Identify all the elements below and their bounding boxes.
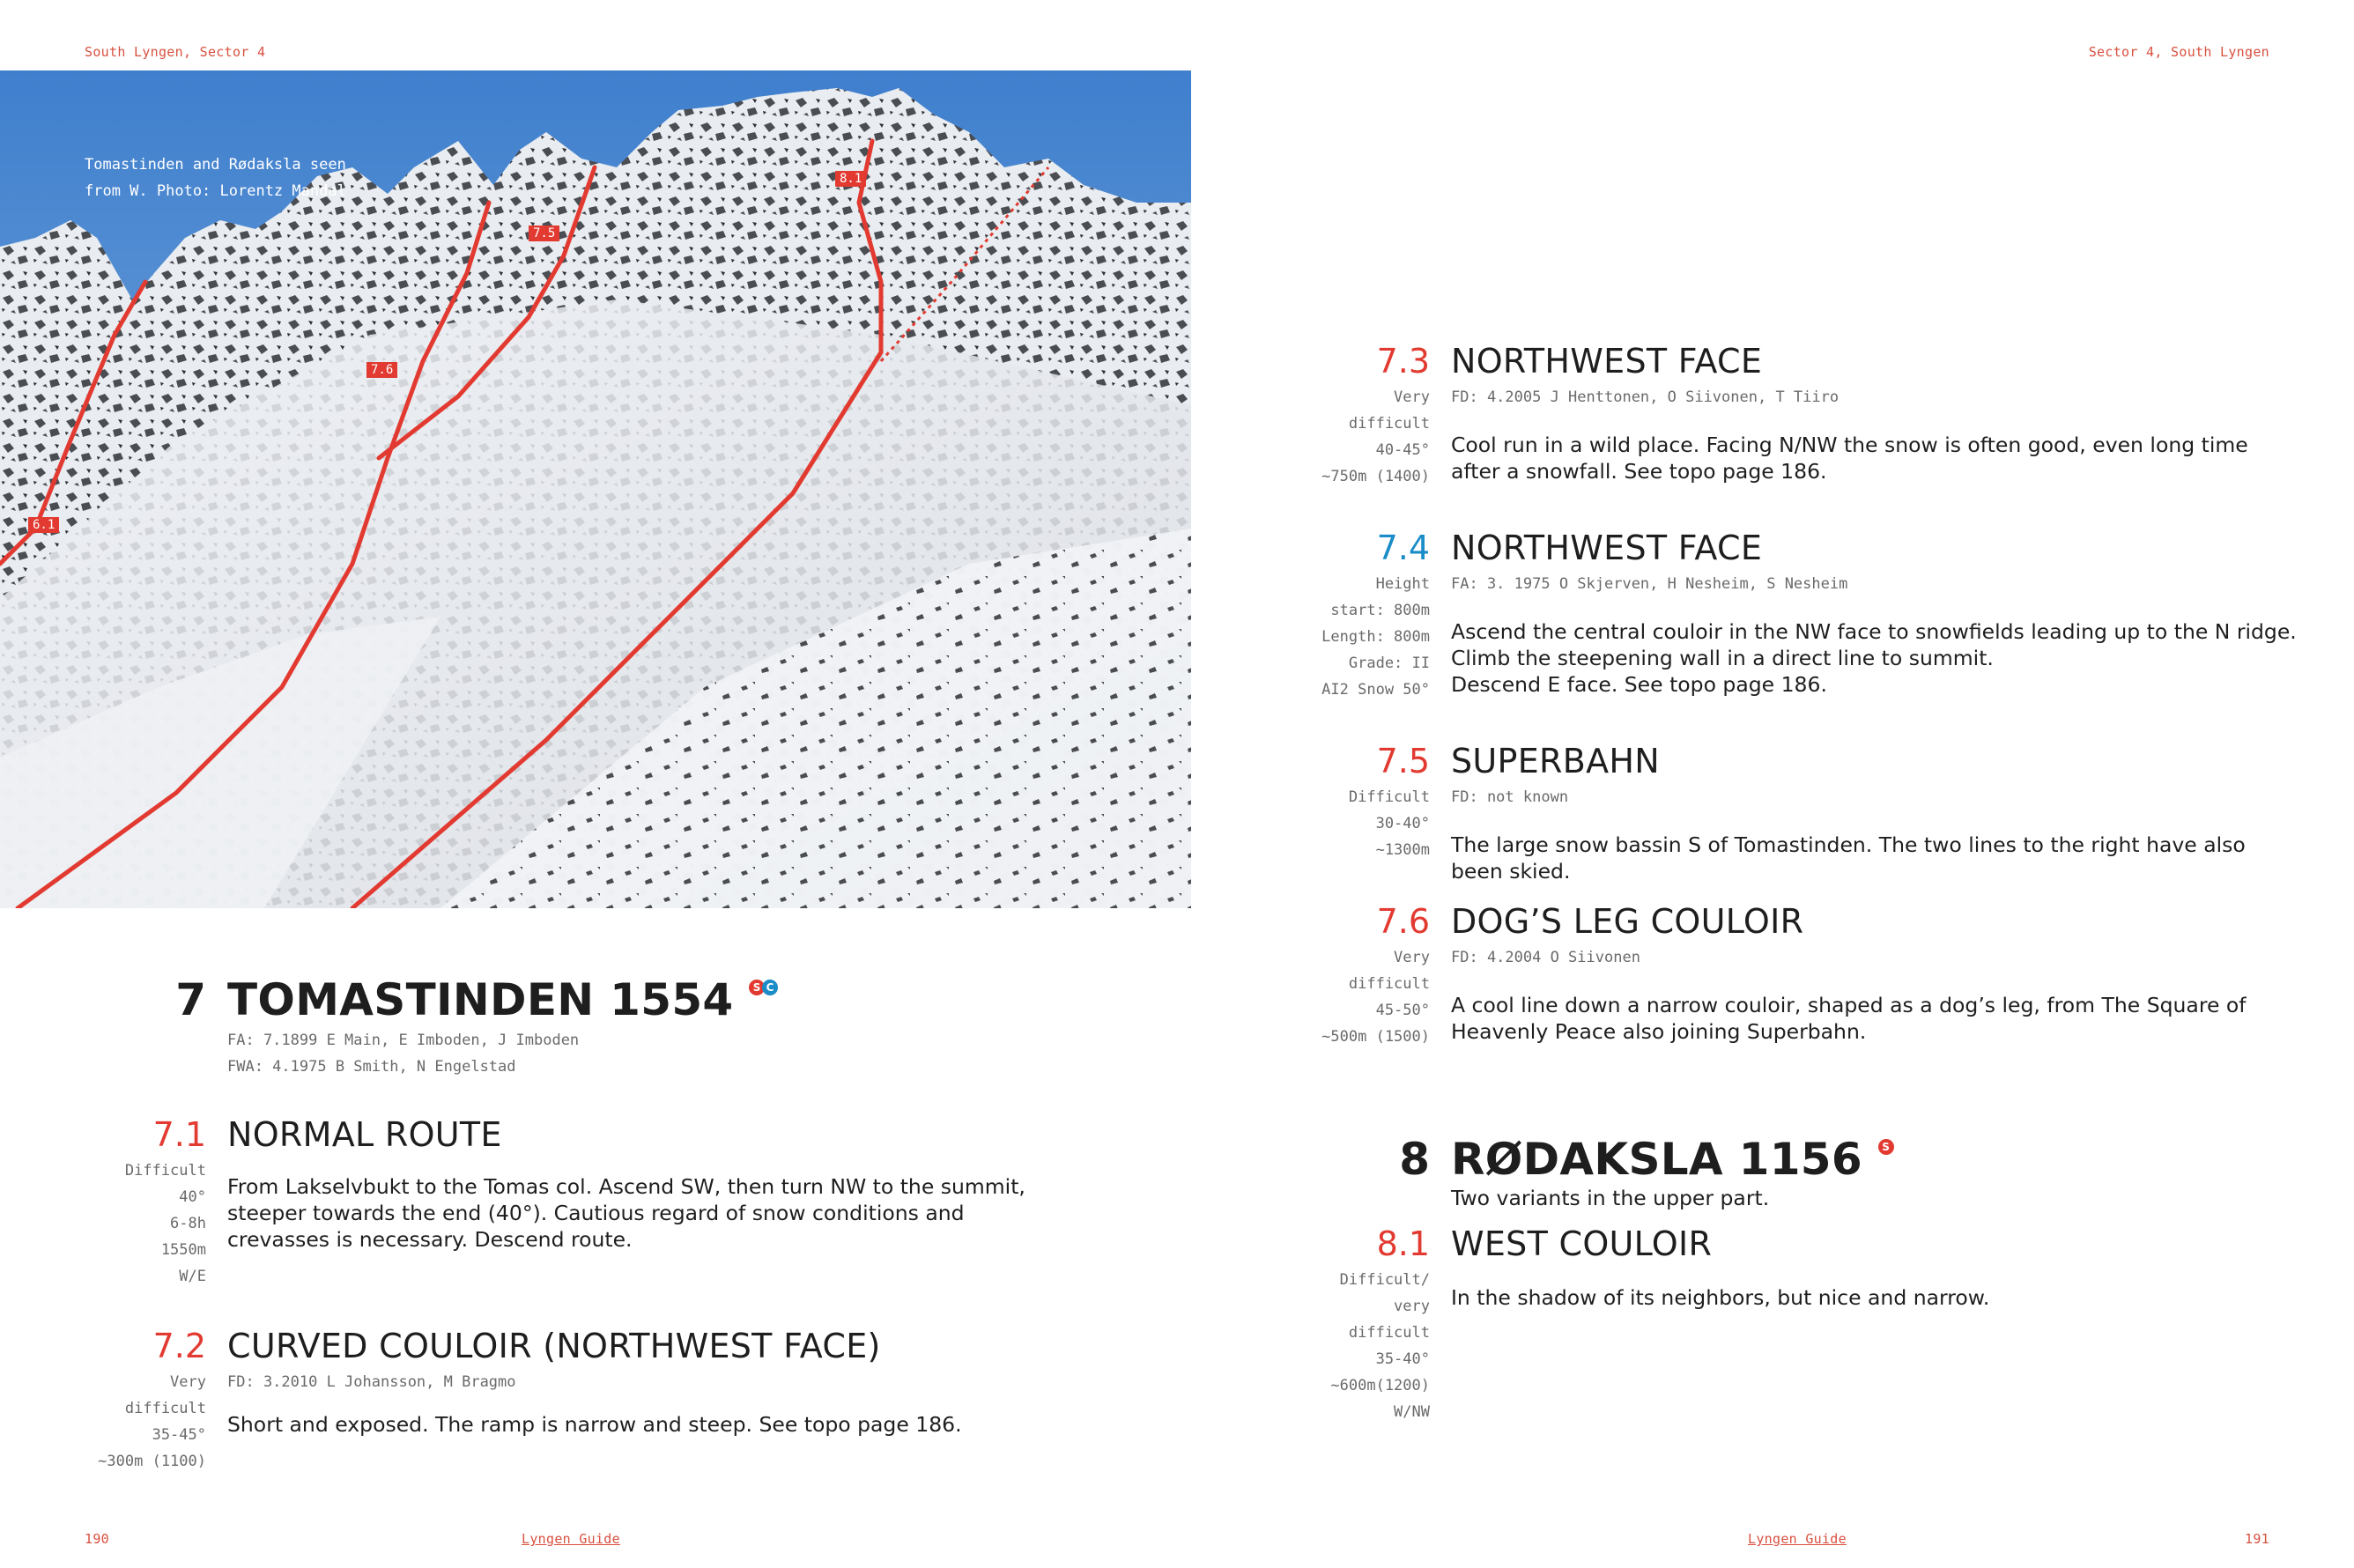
peak-title-text: TOMASTINDEN 1554: [227, 974, 734, 1025]
meta-grade: Difficult: [124, 1162, 206, 1180]
meta-grade: difficult: [1348, 1324, 1430, 1342]
route-description-descent: Descend E face. See topo page 186.: [1451, 672, 1827, 697]
route-number: 8.1: [1376, 1224, 1430, 1263]
route-title: SUPERBAHN: [1451, 742, 1661, 780]
ski-badge-icon: S: [749, 980, 765, 995]
meta-grade: difficult: [1348, 415, 1430, 433]
peak-title: [1451, 1134, 2297, 1185]
mountain-photo: [0, 70, 1191, 908]
route-description: The large snow bassin S of Tomastinden. The two lines to the right have also been skied.: [1451, 832, 2246, 884]
route-description: Short and exposed. The ramp is narrow and steep. See topo page 186.: [227, 1412, 962, 1437]
meta-start: start: 800m: [1330, 602, 1430, 619]
peak-7-block: [175, 974, 1373, 1080]
route-meta: [1349, 784, 1430, 863]
meta-grade: difficult: [124, 1400, 206, 1417]
route-7-2: [98, 1327, 1073, 1470]
peak-subtitle: Two variants in the upper part.: [1451, 1186, 1770, 1210]
meta-grade: very: [1394, 1298, 1430, 1315]
meta-ice-snow: AI2 Snow 50°: [1321, 681, 1430, 699]
route-title: NORTHWEST FACE: [1451, 342, 1763, 381]
meta-grade: Very: [170, 1373, 206, 1391]
peak-number: 8: [1399, 1134, 1430, 1185]
route-title: WEST COULOIR: [1451, 1224, 1713, 1263]
meta-angle: 40-45°: [1375, 441, 1430, 459]
route-7-5: [1348, 742, 2297, 884]
route-description: A cool line down a narrow couloir, shaped as a dog’s leg, from The Square of Heavenly Peace also joining Superbahn.: [1451, 993, 2247, 1044]
route-8-1: [1330, 1224, 2297, 1421]
route-7-4: [1321, 529, 2297, 699]
route-number: 7.5: [1376, 742, 1430, 780]
route-title: NORMAL ROUTE: [227, 1115, 502, 1154]
meta-grade: Very: [1394, 949, 1430, 966]
page-number-right: 191: [2245, 1531, 2269, 1547]
peak-8-block: [1399, 1134, 2297, 1211]
photo-route-label: 8.1: [835, 171, 866, 187]
route-number: 7.2: [152, 1327, 206, 1365]
photo-caption-line-1: Tomastinden and Rødaksla seen: [85, 156, 346, 174]
meta-time: 6-8h: [170, 1215, 206, 1232]
photo-caption-line-2: from W. Photo: Lorentz Mandal: [85, 182, 346, 200]
meta-aspect: W/NW: [1394, 1403, 1430, 1421]
route-number: 7.1: [152, 1115, 206, 1154]
route-7-6: [1321, 902, 2297, 1046]
photo-route-label: 7.5: [529, 226, 559, 241]
route-description: In the shadow of its neighbors, but nice and narrow.: [1451, 1285, 1990, 1310]
meta-grade: Grade: II: [1348, 655, 1430, 672]
meta-height: ~1300m: [1375, 841, 1430, 859]
meta-length: Length: 800m: [1321, 628, 1430, 646]
first-descent: FD: not known: [1451, 788, 1569, 806]
meta-aspect: W/E: [179, 1268, 206, 1285]
peak-number: 7: [175, 974, 206, 1025]
guide-link-left[interactable]: Lyngen Guide: [522, 1531, 620, 1547]
route-title: CURVED COULOIR (NORTHWEST FACE): [227, 1327, 881, 1365]
route-description: Ascend the central couloir in the NW face to snowfields leading up to the N ridge. Climb the steepening wall in a direct line to summit.: [1451, 619, 2297, 670]
route-description: Cool run in a wild place. Facing N/NW the snow is often good, even long time after a snowfall. See topo page 186.: [1451, 433, 2248, 484]
ski-badge-icon: S: [1878, 1139, 1894, 1155]
route-meta: [1321, 944, 1430, 1050]
meta-height-label: Height: [1375, 575, 1430, 593]
meta-height: ~750m (1400): [1321, 468, 1430, 485]
route-meta: [1330, 1267, 1430, 1425]
meta-height: ~500m (1500): [1321, 1028, 1430, 1046]
route-number: 7.6: [1376, 902, 1430, 941]
meta-grade: Difficult/: [1339, 1271, 1430, 1289]
meta-grade: Very: [1394, 388, 1430, 406]
route-title: DOG’S LEG COULOIR: [1451, 902, 1804, 941]
meta-angle: 30-40°: [1375, 815, 1430, 832]
meta-angle: 35-45°: [152, 1426, 206, 1444]
route-meta: [1321, 384, 1430, 490]
first-descent: FD: 4.2005 J Henttonen, O Siivonen, T Tiiro: [1451, 388, 1840, 406]
route-number: 7.4: [1376, 529, 1430, 567]
meta-height: ~300m (1100): [98, 1453, 206, 1470]
guide-link-right[interactable]: Lyngen Guide: [1748, 1531, 1847, 1547]
photo-route-label: 7.6: [366, 362, 397, 378]
meta-angle: 40°: [179, 1188, 206, 1206]
page-number-left: 190: [85, 1531, 109, 1547]
first-winter-ascent: FWA: 4.1975 B Smith, N Engelstad: [227, 1058, 516, 1076]
route-7-3: [1321, 342, 2297, 485]
route-meta: [98, 1369, 206, 1475]
meta-grade: Difficult: [1348, 788, 1430, 806]
route-meta: [1321, 571, 1430, 703]
photo-caption: [85, 152, 346, 204]
climb-badge-icon: C: [762, 980, 778, 995]
first-ascent: FA: 7.1899 E Main, E Imboden, J Imboden: [227, 1032, 580, 1049]
meta-height: 1550m: [160, 1241, 206, 1259]
running-header-right: Sector 4, South Lyngen: [2088, 44, 2269, 60]
first-descent: FD: 4.2004 O Siivonen: [1451, 949, 1640, 966]
peak-title-text: RØDAKSLA 1156: [1451, 1134, 1862, 1185]
photo-route-label: 6.1: [28, 517, 59, 533]
route-description: From Lakselvbukt to the Tomas col. Ascend SW, then turn NW to the summit, steeper towards the end (40°). Cautious regard of snow conditions and crevasses is necessary. Descend route.: [227, 1174, 1025, 1252]
route-title: NORTHWEST FACE: [1451, 529, 1763, 567]
meta-height: ~600m(1200): [1330, 1377, 1430, 1394]
first-descent: FD: 3.2010 L Johansson, M Bragmo: [227, 1373, 516, 1391]
route-number: 7.3: [1376, 342, 1430, 381]
peak-title: [227, 974, 1373, 1025]
meta-angle: 45-50°: [1375, 1002, 1430, 1019]
route-meta: [125, 1158, 206, 1290]
meta-angle: 35-40°: [1375, 1350, 1430, 1368]
first-ascent: FA: 3. 1975 O Skjerven, H Nesheim, S Nesheim: [1451, 575, 1848, 593]
meta-grade: difficult: [1348, 975, 1430, 993]
running-header-left: South Lyngen, Sector 4: [85, 44, 266, 60]
route-7-1: [124, 1115, 1073, 1285]
